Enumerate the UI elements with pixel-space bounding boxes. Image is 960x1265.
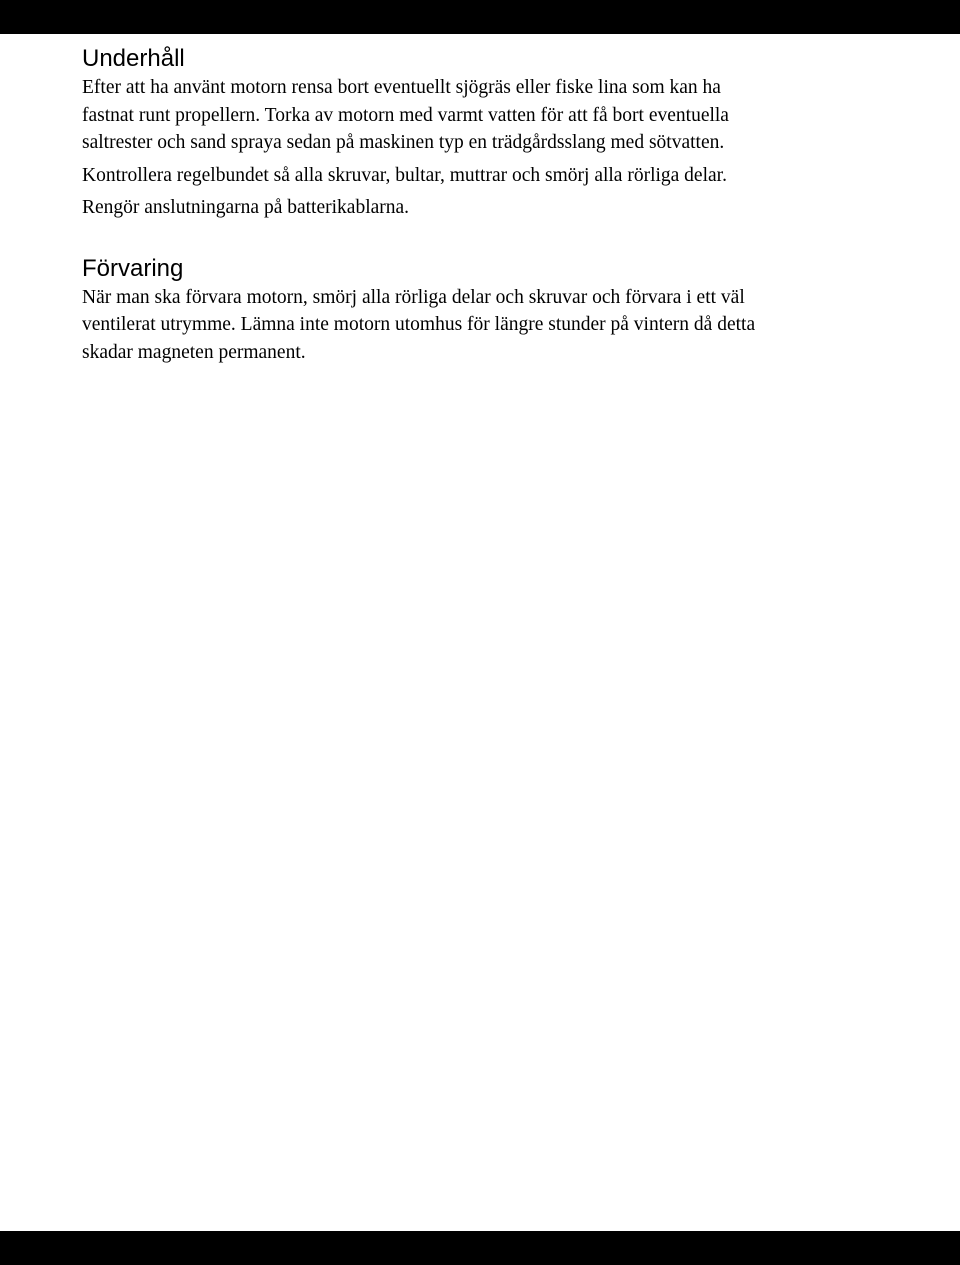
text-line: När man ska förvara motorn, smörj alla rörliga delar och skruvar och förvara i ett väl	[82, 286, 745, 308]
text-line: ventilerat utrymme. Lämna inte motorn utomhus för längre stunder på vintern då detta	[82, 314, 756, 335]
document-body	[82, 44, 902, 366]
text-line: saltrester och sand spraya sedan på maskinen typ en trädgårdsslang med sötvatten.	[82, 132, 725, 153]
heading-underhall: Underhåll	[82, 45, 185, 72]
top-black-bar	[0, 0, 960, 34]
paragraph-underhall	[82, 74, 902, 222]
text-line: skadar magneten permanent.	[82, 341, 306, 363]
text-line: Rengör anslutningarna på batterikablarna.	[82, 197, 410, 218]
heading-forvaring: Förvaring	[82, 254, 184, 282]
bottom-black-bar	[0, 1231, 960, 1265]
text-line: Efter att ha använt motorn rensa bort eventuellt sjögräs eller fiske lina som kan ha	[82, 77, 721, 98]
text-line: Kontrollera regelbundet så alla skruvar, bultar, muttrar och smörj alla rörliga delar.	[82, 164, 727, 186]
paragraph-forvaring	[82, 284, 902, 367]
text-line: fastnat runt propellern. Torka av motorn med varmt vatten för att få bort eventuella	[82, 104, 729, 126]
section-spacer	[82, 222, 902, 254]
